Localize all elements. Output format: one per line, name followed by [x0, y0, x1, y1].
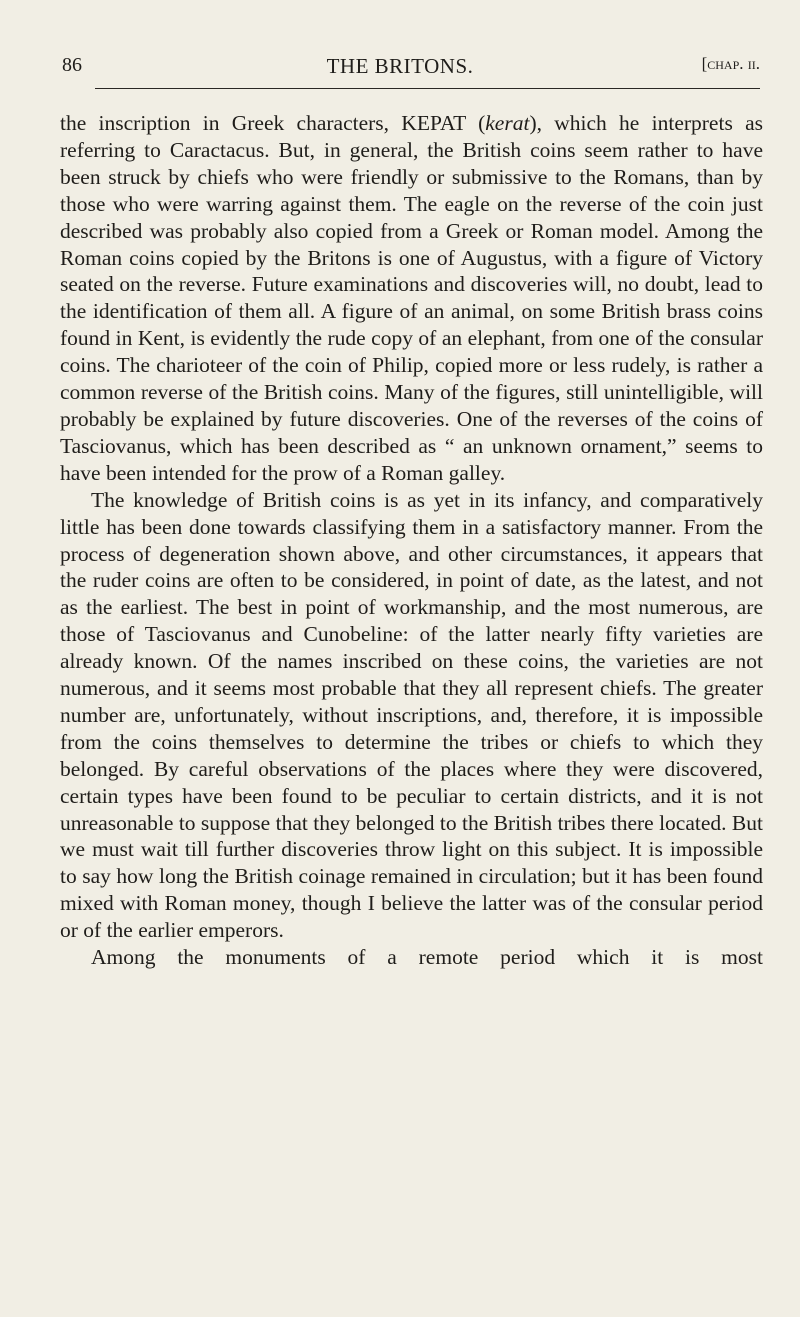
header-rule [95, 88, 760, 89]
paragraph-1-italic: kerat [485, 111, 530, 135]
chapter-reference: [chap. ii. [701, 54, 760, 73]
paragraph-2: The knowledge of British coins is as yet in its infancy, and comparatively little has been done towards classifying them in a satisfactory manner. From the process of degeneration shown above, and other circumstances, it appears that the ruder coins are often to be considered, in point of date, as the latest, and not as the earliest. The best in point of workmanship, and the most numerous, are those of Tasciovanus and Cunobeline: of the latter nearly fifty varieties are already known. Of the names inscribed on these coins, the varieties are not numerous, and it seems most probable that they all represent chiefs. The greater number are, unfortunately, without inscriptions, and, therefore, it is impossible from the coins themselves to determine the tribes or chiefs to which they belonged. By careful observations of the places where they were discovered, certain types have been found to be peculiar to certain districts, and it is not unreasonable to suppose that they belonged to the British tribes there located. But we must wait till further discoveries throw light on this subject. It is impossible to say how long the British coinage remained in circulation; but it has been found mixed with Roman money, though I believe the latter was of the consular period or of the earlier emperors. [60, 487, 763, 943]
running-title: THE BRITONS. [326, 54, 474, 78]
paragraph-1 [60, 110, 763, 487]
paragraph-3: Among the monuments of a remote period which it is most [91, 945, 763, 970]
paragraph-1-text-a: the inscription in Greek characters, KEPAT ( [60, 111, 486, 135]
page-header [40, 54, 760, 84]
body-text [60, 110, 763, 971]
page-number: 86 [62, 54, 82, 76]
paragraph-1-text-b: ), which he interprets as referring to Caractacus. But, in general, the British coins seem rather to have been struck by chiefs who were friendly or submissive to the Romans, than by those who were warring against them. The eagle on the reverse of the coin just described was probably also copied from a Greek or Roman model. Among the Roman coins copied by the Britons is one of Augustus, with a figure of Victory seated on the reverse. Future examinations and discoveries will, no doubt, lead to the identification of them all. A figure of an animal, on some British brass coins found in Kent, is evidently the rude copy of an elephant, from one of the consular coins. The charioteer of the coin of Philip, copied more or less rudely, is rather a common reverse of the British coins. Many of the figures, still unintelligible, will probably be explained by future discoveries. One of the reverses of the coins of Tasciovanus, which has been described as “ an unknown ornament,” seems to have been intended for the prow of a Roman galley. [60, 111, 763, 485]
